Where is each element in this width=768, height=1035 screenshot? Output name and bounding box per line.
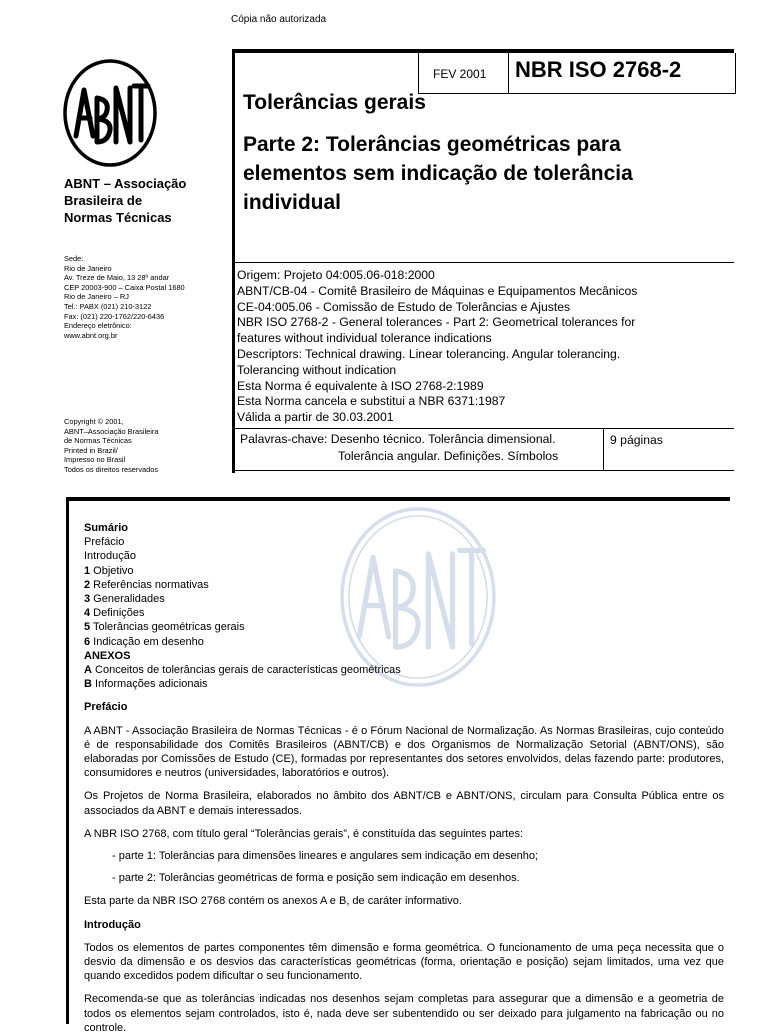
copyright-line: de Normas Técnicas [64,436,132,446]
subtitle-line: Parte 2: Tolerâncias geométricas para [243,133,621,156]
toc-item[interactable]: 3 Generalidades [84,593,165,606]
meta-line: Tolerancing without indication [237,362,397,377]
meta-line: Válida a partir de 30.03.2001 [237,410,394,425]
org-name-line: Brasileira de [64,193,143,208]
toc-item[interactable]: 4 Definições [84,607,145,620]
toc-annex-item[interactable]: B Informações adicionais [84,678,208,691]
unauthorized-copy-notice: Cópia não autorizada [231,14,327,25]
paragraph: A NBR ISO 2768, com título geral “Tolerâncias gerais”, é constituída das seguintes partes: [84,827,524,840]
toc-item[interactable]: 6 Indicação em desenho [84,635,204,648]
list-item: - parte 2: Tolerâncias geométricas de forma e posição sem indicação em desenhos. [112,872,520,885]
section-heading-introducao: Introdução [84,918,141,931]
meta-line: CE-04:005.06 - Comissão de Estudo de Tolerâncias e Ajustes [237,299,571,314]
meta-line: ABNT/CB-04 - Comitê Brasileiro de Máquinas e Equipamentos Mecânicos [237,283,638,298]
meta-line: Esta Norma cancela e substitui a NBR 6371:1987 [237,394,506,409]
paragraph: Os Projetos de Norma Brasileira, elaborados no âmbito dos ABNT/CB e ABNT/ONS, circulam para Consulta Pública entre os associados da ABNT e demais interessados. [84,790,724,817]
address-line: Fax: (021) 220-1762/220-6436 [64,311,165,321]
document-body [84,521,724,1035]
body-top-rule [66,497,730,501]
page-count: 9 páginas [610,433,663,447]
toc-item[interactable]: 1 Objetivo [84,564,134,577]
copyright-notice [64,417,158,475]
table-of-contents [84,521,724,691]
organization-name [64,175,186,226]
organization-address [64,254,185,340]
toc-heading: Sumário [84,522,129,534]
org-name-line: ABNT – Associação [64,176,187,191]
website-link[interactable]: www.abnt.org.br [64,330,118,340]
address-line: Tel.: PABX (021) 210-3122 [64,301,152,311]
address-line: Rio de Janeiro – RJ [64,292,129,302]
meta-line: features without individual tolerance indications [237,331,492,346]
keywords-divider [235,428,734,429]
keywords-line: Tolerância angular. Definições. Símbolos [338,449,559,463]
copyright-line: Impresso no Brasil [64,455,126,465]
document-metadata [237,268,637,426]
address-line: Rio de Janeiro [64,263,112,273]
paragraph: Recomenda-se que as tolerâncias indicadas nos desenhos sejam completas para assegurar que a dimensão e a geometria de todos os elementos sejam controlados, isto é, nada deve ser subentendido ou ser deixado para julgamento na fabricação ou no controle. [84,993,724,1034]
header-left-rule [232,49,235,473]
copyright-line: Printed in Brazil/ [64,445,118,455]
meta-divider [235,262,734,263]
toc-item[interactable]: Introdução [84,550,136,563]
keywords-vertical-divider [603,428,604,470]
section-heading-prefacio: Prefácio [84,701,128,714]
address-line: Endereço eletrônico: [64,321,132,331]
address-line: Sede: [64,254,84,263]
copyright-line: Copyright © 2001, [64,417,124,426]
meta-line: NBR ISO 2768-2 - General tolerances - Part 2: Geometrical tolerances for [237,315,636,330]
document-title: Tolerâncias gerais [243,91,426,114]
meta-line: Esta Norma é equivalente à ISO 2768-2:1989 [237,378,484,393]
subtitle-line: individual [243,191,342,214]
subtitle-line: elementos sem indicação de tolerância [243,162,633,185]
org-name-line: Normas Técnicas [64,210,172,225]
paragraph: Todos os elementos de partes componentes têm dimensão e forma geométrica. O funcionamento de uma peça necessita que o desvio da dimensão e os desvios das características geométricas (forma, orientação e posição) sejam limitados, uma vez que quando excedidos podem dificultar o seu funcionamento. [84,941,724,983]
toc-item[interactable]: Prefácio [84,536,125,549]
toc-item[interactable]: 2 Referências normativas [84,578,209,591]
document-subtitle [243,130,633,217]
publication-date: FEV 2001 [433,67,487,81]
toc-annex-heading: ANEXOS [84,649,131,662]
paragraph: A ABNT - Associação Brasileira de Normas Técnicas - é o Fórum Nacional de Normalização. As Normas Brasileiras, cujo conteúdo é de responsabilidade dos Comitês Brasileiros (ABNT/CB) e dos Organismos de Normalização Setorial (ABNT/ONS), são elaboradas por Comissões de Estudo (CE), formadas por representantes dos setores envolvidos, delas fazendo parte: produtores, consumidores e neutros (universidades, laboratórios e outros). [84,724,724,780]
standard-number: NBR ISO 2768-2 [515,57,682,82]
paragraph: Esta parte da NBR ISO 2768 contém os anexos A e B, de caráter informativo. [84,895,462,908]
abnt-logo [62,58,158,168]
meta-line: Origem: Projeto 04:005.06-018:2000 [237,268,435,282]
toc-item[interactable]: 5 Tolerâncias geométricas gerais [84,621,245,634]
list-item: - parte 1: Tolerâncias para dimensões lineares e angulares sem indicação em desenho; [112,850,538,863]
copyright-line: Todos os direitos reservados [64,464,159,474]
toc-annex-item[interactable]: A Conceitos de tolerâncias gerais de características geométricas [84,664,401,677]
keywords-line: Palavras-chave: Desenho técnico. Tolerância dimensional. [240,432,556,446]
body-left-rule [66,497,69,1024]
meta-line: Descriptors: Technical drawing. Linear tolerancing. Angular tolerancing. [237,346,621,361]
header-bottom-rule [235,470,734,471]
copyright-line: ABNT–Associação Brasileira [64,426,159,436]
address-line: Av. Treze de Maio, 13 28º andar [64,273,170,283]
address-line: CEP 20003-900 – Caixa Postal 1680 [64,282,185,292]
